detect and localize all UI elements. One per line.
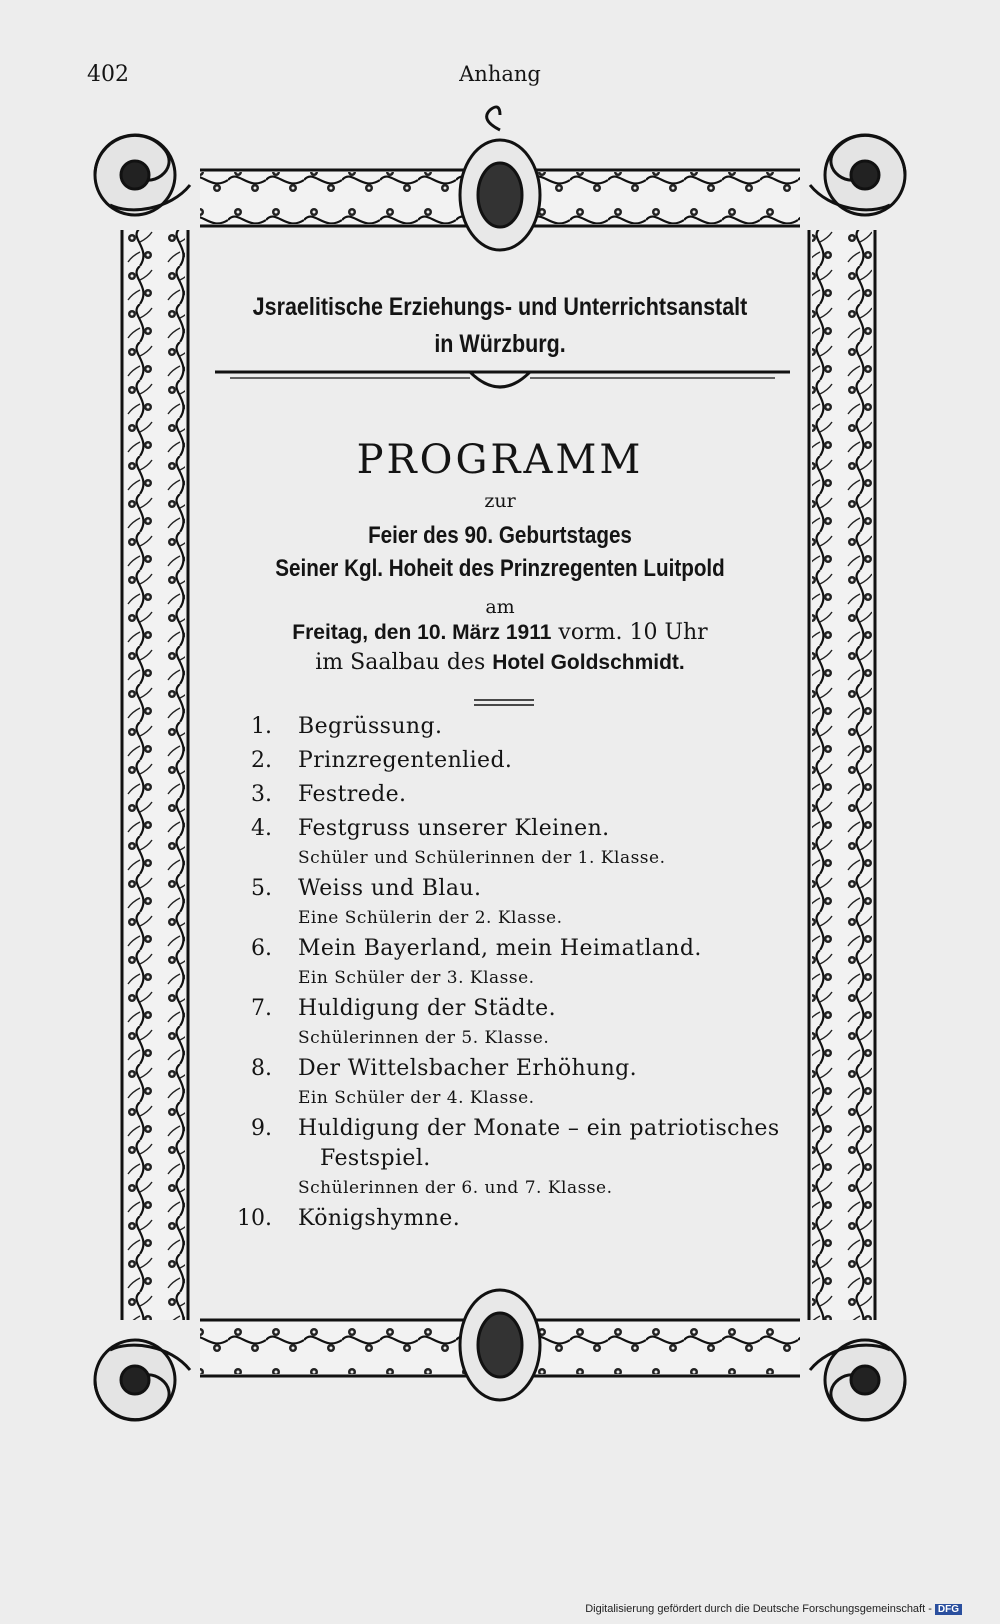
- item-title: Huldigung der Städte.: [298, 996, 556, 1021]
- zur-text: zur: [484, 490, 516, 512]
- item-title: Der Wittelsbacher Erhöhung.: [298, 1056, 638, 1081]
- item-number: 5.: [251, 876, 272, 901]
- corner-ornament-top-right: [810, 135, 905, 215]
- item-title-continued: Festspiel.: [320, 1146, 431, 1171]
- item-performer: Eine Schülerin der 2. Klasse.: [298, 908, 563, 928]
- item-title: Mein Bayerland, mein Heimatland.: [298, 936, 702, 961]
- occasion-line2: Seiner Kgl. Hoheit des Prinzregenten Luitpold: [275, 555, 725, 582]
- credit-text: Digitalisierung gefördert durch die Deutsche Forschungsgemeinschaft -: [585, 1603, 932, 1615]
- item-title: Begrüssung.: [298, 714, 443, 739]
- item-performer: Schüler und Schülerinnen der 1. Klasse.: [298, 848, 666, 868]
- item-performer: Schülerinnen der 6. und 7. Klasse.: [298, 1178, 613, 1198]
- am-text: am: [485, 596, 515, 618]
- item-title: Königshymne.: [298, 1206, 461, 1231]
- item-number: 4.: [251, 816, 272, 841]
- item-number: 10.: [237, 1206, 272, 1231]
- corner-ornament-bottom-right: [810, 1340, 905, 1420]
- corner-ornament-bottom-left: [95, 1340, 190, 1420]
- date-bold: Freitag, den 10. März 1911: [292, 621, 552, 644]
- institution-name-line2: in Würzburg.: [434, 330, 566, 358]
- date-time: vorm. 10 Uhr: [558, 620, 708, 645]
- item-performer: Ein Schüler der 4. Klasse.: [298, 1088, 535, 1108]
- top-cartouche: [460, 107, 540, 250]
- event-date: [200, 620, 800, 645]
- item-number: 7.: [251, 996, 272, 1021]
- item-number: 8.: [251, 1056, 272, 1081]
- occasion-line1: Feier des 90. Geburtstages: [368, 522, 632, 549]
- ornamental-rule: [215, 372, 790, 387]
- right-border: [809, 230, 875, 1320]
- bottom-cartouche: [460, 1290, 540, 1400]
- item-title: Weiss und Blau.: [298, 876, 482, 901]
- institution-name-line1: Jsraelitische Erziehungs- und Unterrichtsanstalt: [252, 293, 748, 321]
- left-border: [122, 230, 188, 1320]
- item-performer: Ein Schüler der 3. Klasse.: [298, 968, 535, 988]
- dfg-logo: DFG: [935, 1604, 962, 1615]
- page-number: 402: [87, 62, 129, 87]
- item-number: 6.: [251, 936, 272, 961]
- venue-prefix: im Saalbau des: [315, 650, 486, 675]
- item-number: 2.: [251, 748, 272, 773]
- item-title: Prinzregentenlied.: [298, 748, 513, 773]
- venue-name: Hotel Goldschmidt.: [492, 651, 685, 674]
- item-title: Huldigung der Monate – ein patriotisches: [298, 1116, 780, 1141]
- event-venue: [200, 650, 800, 675]
- corner-ornament-top-left: [95, 135, 190, 215]
- digitization-credit: [585, 1603, 962, 1615]
- double-rule: [474, 700, 534, 705]
- item-number: 3.: [251, 782, 272, 807]
- item-title: Festrede.: [298, 782, 407, 807]
- item-performer: Schülerinnen der 5. Klasse.: [298, 1028, 550, 1048]
- item-title: Festgruss unserer Kleinen.: [298, 816, 610, 841]
- item-number: 9.: [251, 1116, 272, 1141]
- running-title: Anhang: [459, 62, 541, 86]
- item-number: 1.: [251, 714, 272, 739]
- program-title: PROGRAMM: [356, 437, 644, 483]
